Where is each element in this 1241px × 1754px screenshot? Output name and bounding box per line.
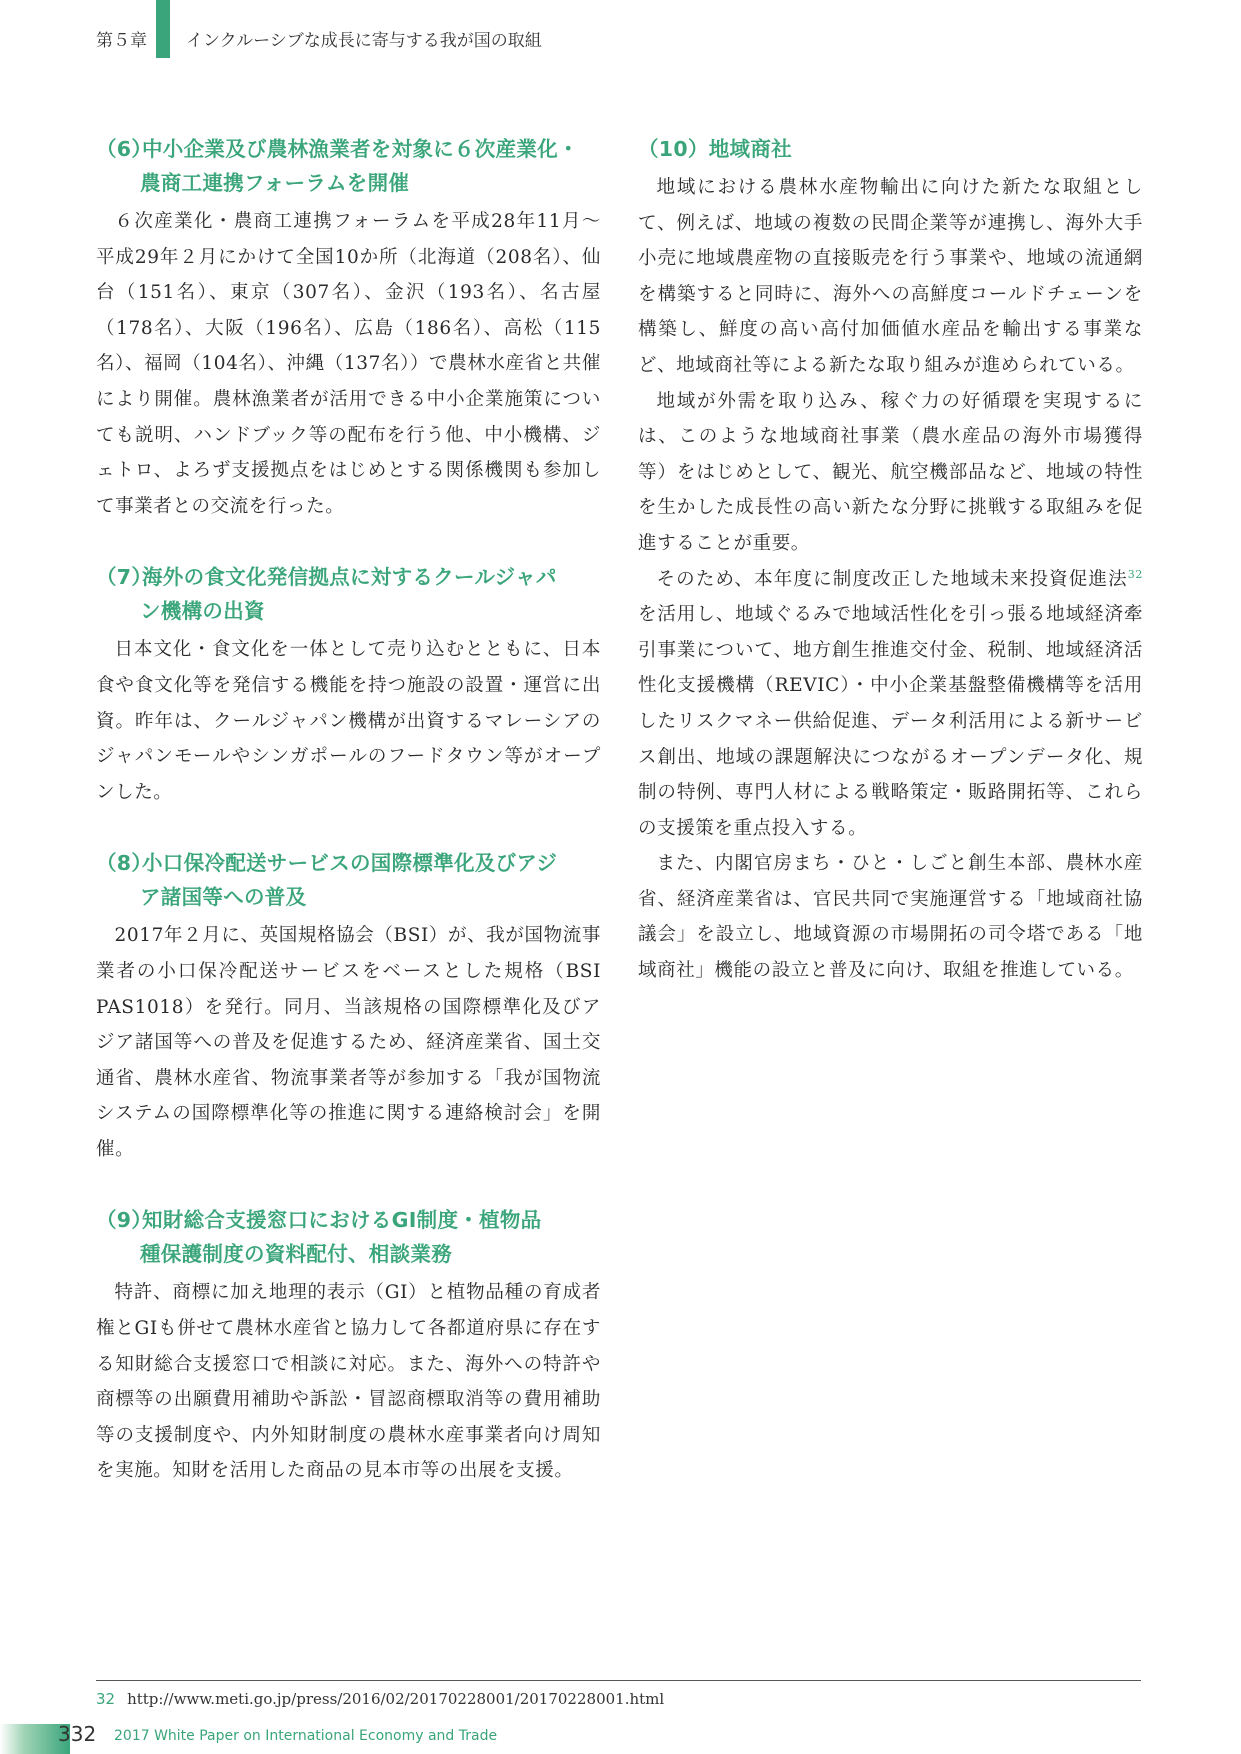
section-heading-line2: ン機構の出資 bbox=[140, 599, 265, 624]
section-8 bbox=[96, 846, 601, 1167]
section-paragraph bbox=[638, 562, 1143, 847]
section-paragraph: 日本文化・食文化を一体として売り込むとともに、日本食や食文化等を発信する機能を持つ施設の設置・運営に出資。昨年は、クールジャパン機構が出資するマレーシアのジャパンモールやシンガポールのフードタウン等がオープンした。 bbox=[96, 639, 601, 803]
section-number: （9） bbox=[96, 1208, 153, 1233]
section-heading-line1: 海外の食文化発信拠点に対するクールジャパ bbox=[142, 565, 557, 590]
footnote-divider bbox=[96, 1680, 1141, 1681]
footnote-number: 32 bbox=[96, 1690, 116, 1708]
section-paragraph: 地域が外需を取り込み、稼ぐ力の好循環を実現するには、このような地域商社事業（農水産品の海外市場獲得等）をはじめとして、観光、航空機部品など、地域の特性を生かした成長性の高い新たな分野に挑戦する取組みを促進することが重要。 bbox=[638, 390, 1143, 554]
section-9 bbox=[96, 1203, 601, 1489]
footnote-url[interactable]: http://www.meti.go.jp/press/2016/02/20170228001/20170228001.html bbox=[127, 1690, 665, 1708]
section-heading-line2: ア諸国等への普及 bbox=[140, 885, 307, 910]
section-paragraph: 特許、商標に加え地理的表示（GI）と植物品種の育成者権とGIも併せて農林水産省と協力して各都道府県に存在する知財総合支援窓口で相談に対応。また、海外への特許や商標等の出願費用補助や訴訟・冒認商標取消等の費用補助等の支援制度や、内外知財制度の農林水産事業者向け周知を実施。知財を活用した商品の見本市等の出展を支援。 bbox=[96, 1282, 601, 1482]
section-heading-line1: 小口保冷配送サービスの国際標準化及びアジ bbox=[142, 851, 558, 876]
section-heading bbox=[96, 132, 601, 200]
section-10 bbox=[638, 132, 1143, 989]
section-heading-line2: 種保護制度の資料配付、相談業務 bbox=[140, 1242, 452, 1267]
section-heading bbox=[96, 1203, 601, 1271]
page-number: 332 bbox=[58, 1722, 97, 1746]
section-paragraph: ６次産業化・農商工連携フォーラムを平成28年11月〜平成29年２月にかけて全国10か所（北海道（208名）、仙台（151名）、東京（307名）、金沢（193名）、名古屋（178名）、大阪（196名）、広島（186名）、高松（115名）、福岡（104名）、沖縄（137名））で農林水産省と共催により開催。農林漁業者が活用できる中小企業施策についても説明、ハンドブック等の配布を行う他、中小機構、ジェトロ、よろず支援拠点をはじめとする関係機関も参加して事業者との交流を行った。 bbox=[96, 211, 601, 517]
section-number: （8） bbox=[96, 851, 153, 876]
section-heading bbox=[96, 846, 601, 914]
page-header bbox=[0, 0, 1241, 80]
section-7 bbox=[96, 560, 601, 810]
footer-title: 2017 White Paper on International Economy and Trade bbox=[114, 1728, 498, 1744]
chapter-label: 第５章 bbox=[96, 31, 147, 51]
section-heading bbox=[96, 560, 601, 628]
section-heading-line2: 農商工連携フォーラムを開催 bbox=[140, 171, 410, 195]
section-heading-line1: 中小企業及び農林漁業者を対象に６次産業化・ bbox=[142, 137, 579, 161]
section-paragraph: 地域における農林水産物輸出に向けた新たな取組として、例えば、地域の複数の民間企業等が連携し、海外大手小売に地域農産物の直接販売を行う事業や、地域の流通網を構築すると同時に、海外への高鮮度コールドチェーンを構築し、鮮度の高い高付加価値水産品を輸出する事業など、地域商社等による新たな取り組みが進められている。 bbox=[638, 177, 1143, 376]
paragraph-text: を活用し、地域ぐるみで地域活性化を引っ張る地域経済牽引事業について、地方創生推進交付金、税制、地域経済活性化支援機構（REVIC）・中小企業基盤整備機構等を活用したリスクマネー供給促進、データ利活用による新サービス創出、地域の課題解決につながるオープンデータ化、規制の特例、専門人材による戦略策定・販路開拓等、これらの支援策を重点投入する。 bbox=[638, 604, 1143, 839]
chapter-accent-bar bbox=[156, 0, 170, 58]
chapter-title: インクルーシブな成長に寄与する我が国の取組 bbox=[186, 31, 542, 51]
section-paragraph: また、内閣官房まち・ひと・しごと創生本部、農林水産省、経済産業省は、官民共同で実施運営する「地域商社協議会」を設立し、地域資源の市場開拓の司令塔である「地域商社」機能の設立と普及に向け、取組を推進している。 bbox=[638, 853, 1143, 982]
section-heading-line1: 知財総合支援窓口におけるGI制度・植物品 bbox=[142, 1208, 542, 1233]
section-number: （6） bbox=[96, 137, 153, 161]
paragraph-text: そのため、本年度に制度改正した地域未来投資促進法 bbox=[656, 568, 1128, 590]
left-column bbox=[96, 132, 601, 1525]
section-6 bbox=[96, 132, 601, 524]
section-number: （7） bbox=[96, 565, 153, 590]
right-column bbox=[638, 132, 1143, 1025]
footnote-reference[interactable]: 32 bbox=[1127, 567, 1143, 581]
section-paragraph: 2017年２月に、英国規格協会（BSI）が、我が国物流事業者の小口保冷配送サービスをベースとした規格（BSI PAS1018）を発行。同月、当該規格の国際標準化及びアジア諸国等への普及を促進するため、経済産業省、国土交通省、農林水産省、物流事業者等が参加する「我が国物流システムの国際標準化等の推進に関する連絡検討会」を開催。 bbox=[96, 925, 601, 1160]
section-heading: （10）地域商社 bbox=[638, 137, 792, 161]
footnote bbox=[96, 1690, 664, 1708]
